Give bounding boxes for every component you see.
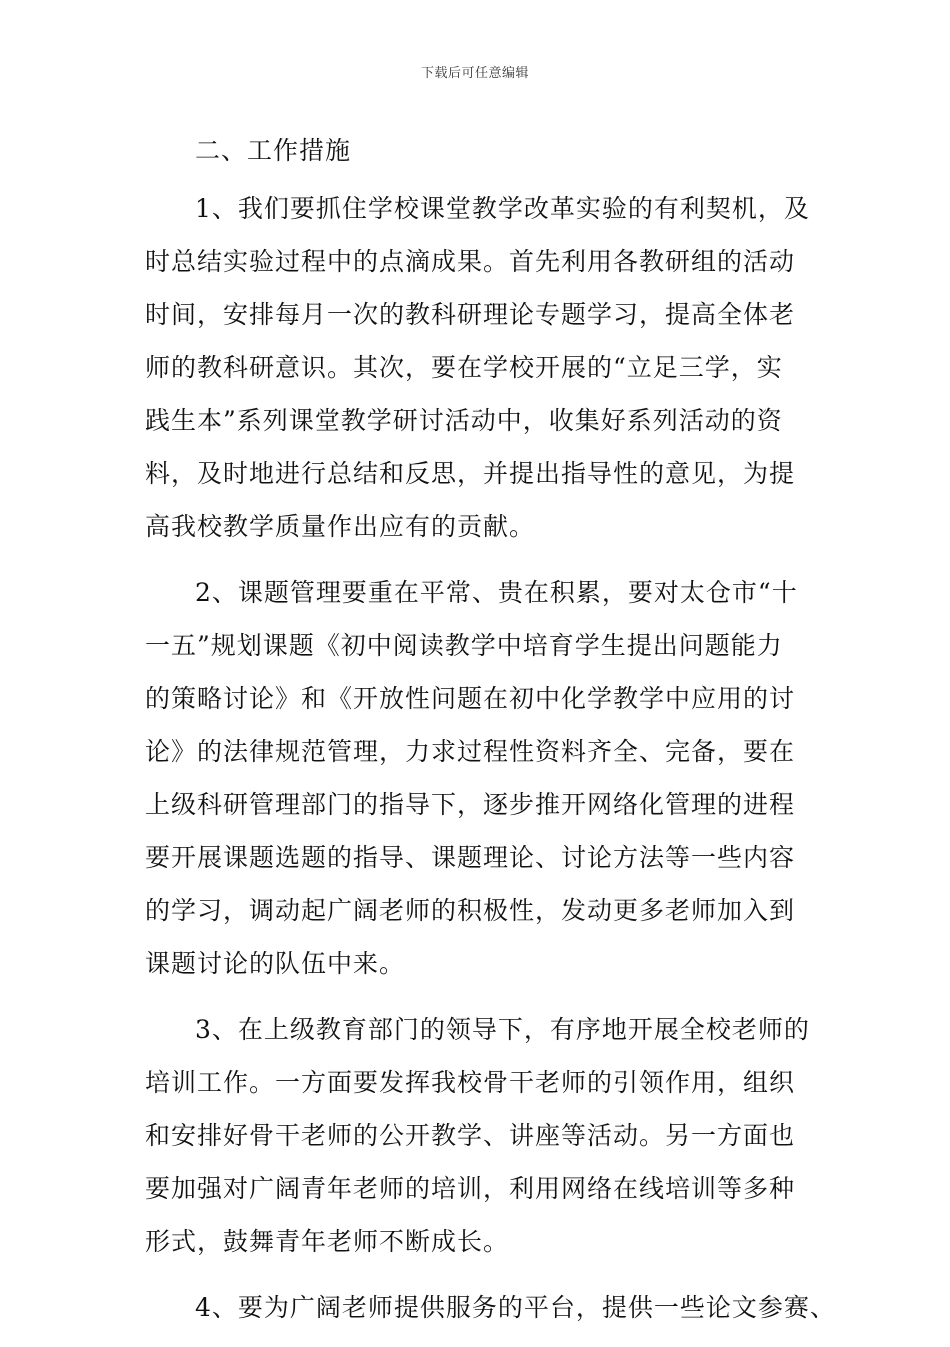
paragraph-line: 4、要为广阔老师提供服务的平台，提供一些论文参赛、: [195, 1293, 836, 1322]
section-heading: 二、工作措施: [195, 136, 352, 165]
document-body: [145, 127, 836, 1347]
paragraph-1: [145, 182, 815, 553]
paragraph-line: 和安排好骨干老师的公开教学、讲座等活动。另一方面也: [145, 1121, 796, 1150]
paragraph-line: 1、我们要抓住学校课堂教学改革实验的有利契机，及: [195, 194, 810, 223]
paragraph-line: 时总结实验过程中的点滴成果。首先利用各教研组的活动: [145, 247, 796, 276]
paragraph-line: 课题讨论的队伍中来。: [145, 949, 406, 978]
paragraph-line: 论》的法律规范管理，力求过程性资料齐全、完备，要在: [145, 737, 796, 766]
paragraph-line: 料，及时地进行总结和反思，并提出指导性的意见，为提: [145, 459, 796, 488]
paragraph-line: 上级科研管理部门的指导下，逐步推开网络化管理的进程: [145, 790, 796, 819]
paragraph-line: 的策略讨论》和《开放性问题在初中化学教学中应用的讨: [145, 684, 796, 713]
paragraph-2: [145, 566, 815, 990]
paragraph-line: 3、在上级教育部门的领导下，有序地开展全校老师的: [195, 1015, 810, 1044]
paragraph-line: 形式，鼓舞青年老师不断成长。: [145, 1227, 510, 1256]
paragraph-3: [145, 1003, 815, 1268]
paragraph-line: 要开展课题选题的指导、课题理论、讨论方法等一些内容: [145, 843, 796, 872]
paragraph-line: 2、课题管理要重在平常、贵在积累，要对太仓市“十: [195, 578, 798, 607]
page-header: 下载后可任意编辑: [420, 66, 529, 81]
paragraph-4: [145, 1281, 836, 1334]
paragraph-line: 培训工作。一方面要发挥我校骨干老师的引领作用，组织: [145, 1068, 796, 1097]
paragraph-line: 时间，安排每月一次的教科研理论专题学习，提高全体老: [145, 300, 796, 329]
paragraph-line: 践生本”系列课堂教学研讨活动中，收集好系列活动的资: [145, 406, 783, 435]
paragraph-line: 高我校教学质量作出应有的贡献。: [145, 512, 536, 541]
paragraph-line: 一五”规划课题《初中阅读教学中培育学生提出问题能力: [145, 631, 783, 660]
paragraph-line: 要加强对广阔青年老师的培训，利用网络在线培训等多种: [145, 1174, 796, 1203]
paragraph-line: 师的教科研意识。其次，要在学校开展的“立足三学，实: [145, 353, 783, 382]
paragraph-line: 的学习，调动起广阔老师的积极性，发动更多老师加入到: [145, 896, 796, 925]
